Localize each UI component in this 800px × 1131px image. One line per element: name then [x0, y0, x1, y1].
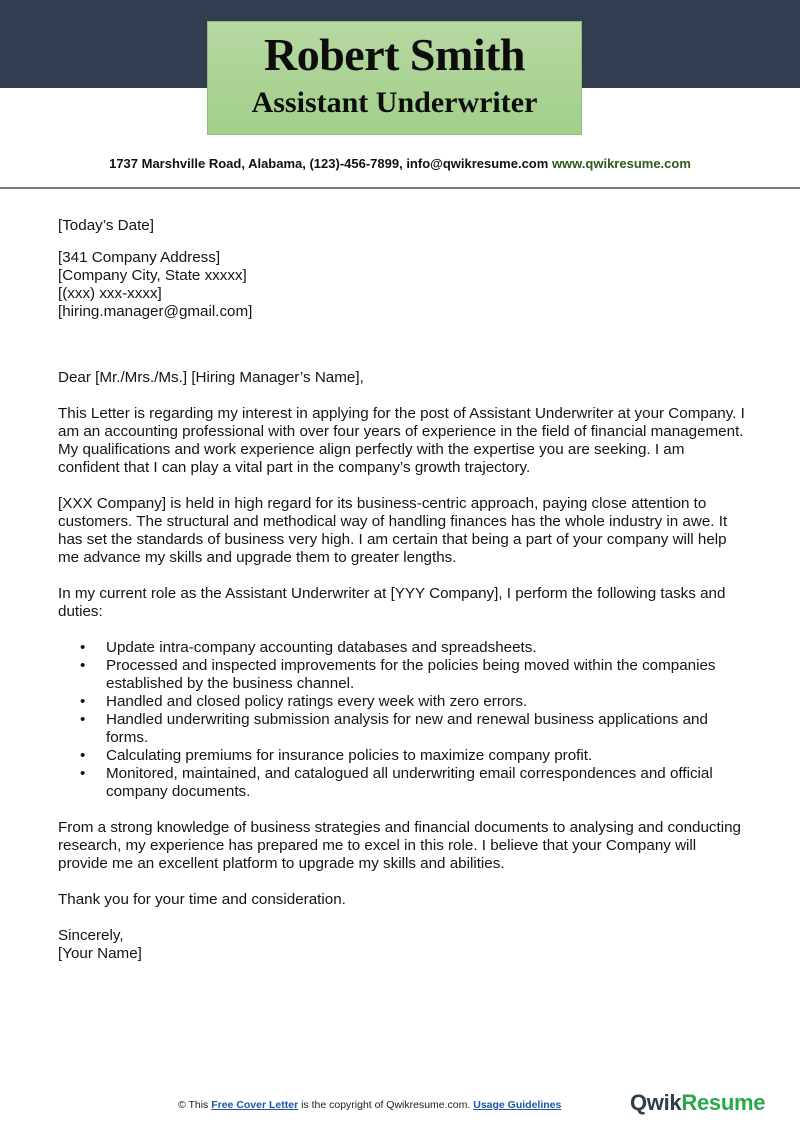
bullet-icon: •	[80, 765, 86, 782]
recipient-address	[58, 249, 748, 321]
candidate-name: Robert Smith	[263, 29, 526, 80]
sign-off: Sincerely,	[58, 927, 124, 944]
job-title: Assistant Underwriter	[251, 86, 538, 119]
list-item: • Handled and closed policy ratings every week with zero errors.	[80, 693, 528, 710]
paragraph-role: In my current role as the Assistant Underwriter at [YYY Company], I perform the following tasks and duties:	[58, 585, 726, 620]
bullet-icon: •	[80, 639, 86, 656]
thanks-line: Thank you for your time and consideration.	[58, 891, 346, 908]
paragraph-company: [XXX Company] is held in high regard for its business-centric approach, paying close attention to customers. The structural and methodical way of handling finances has the whole industry in awe. It has set the standards of business very high. I am certain that being a part of your company will help me advance my skills and upgrade them to greater lengths.	[58, 495, 728, 566]
list-item: • Calculating premiums for insurance policies to maximize company profit.	[80, 747, 593, 764]
free-cover-letter-link[interactable]: Free Cover Letter	[211, 1099, 299, 1111]
list-item: • Monitored, maintained, and catalogued all underwriting email correspondences and official company documents.	[80, 765, 713, 800]
bullet-icon: •	[80, 711, 86, 728]
task-list	[58, 639, 748, 801]
recipient-line: [(xxx) xxx-xxxx]	[58, 285, 162, 302]
paragraph-intro: This Letter is regarding my interest in applying for the post of Assistant Underwriter at your Company. I am an accounting professional with over four years of experience in the field of financial management. My qualifications and work experience align perfectly with the expertise you are seeking. I am confident that I can play a vital part in the company’s growth trajectory.	[58, 405, 745, 476]
website-link[interactable]: www.qwikresume.com	[551, 156, 691, 171]
recipient-line: [hiring.manager@gmail.com]	[58, 303, 253, 320]
bullet-icon: •	[80, 657, 86, 674]
bullet-icon: •	[80, 747, 86, 764]
recipient-line: [Company City, State xxxxx]	[58, 267, 247, 284]
name-box	[207, 21, 582, 135]
letter-date: [Today’s Date]	[58, 217, 154, 234]
signature: [Your Name]	[58, 945, 142, 962]
list-item: • Processed and inspected improvements for the policies being moved within the companies established by the business channel.	[80, 657, 716, 692]
copyright-footer: © This Free Cover Letter is the copyright of Qwikresume.com. Usage Guidelines	[178, 1099, 562, 1111]
contact-line	[0, 156, 800, 171]
letter-body	[58, 217, 748, 963]
list-item: • Handled underwriting submission analysis for new and renewal business applications and forms.	[80, 711, 708, 746]
usage-guidelines-link[interactable]: Usage Guidelines	[473, 1099, 562, 1111]
header-divider	[0, 187, 800, 189]
recipient-line: [341 Company Address]	[58, 249, 221, 266]
salutation: Dear [Mr./Mrs./Ms.] [Hiring Manager’s Name],	[58, 369, 364, 386]
contact-details: 1737 Marshville Road, Alabama, (123)-456-7899, info@qwikresume.com	[109, 156, 549, 171]
qwikresume-logo[interactable]: QwikResume	[630, 1090, 766, 1115]
list-item: • Update intra-company accounting databases and spreadsheets.	[80, 639, 537, 656]
paragraph-closing: From a strong knowledge of business strategies and financial documents to analysing and conducting research, my experience has prepared me to excel in this role. I believe that your Company will provide me an excellent platform to upgrade my skills and abilities.	[58, 819, 741, 872]
bullet-icon: •	[80, 693, 86, 710]
